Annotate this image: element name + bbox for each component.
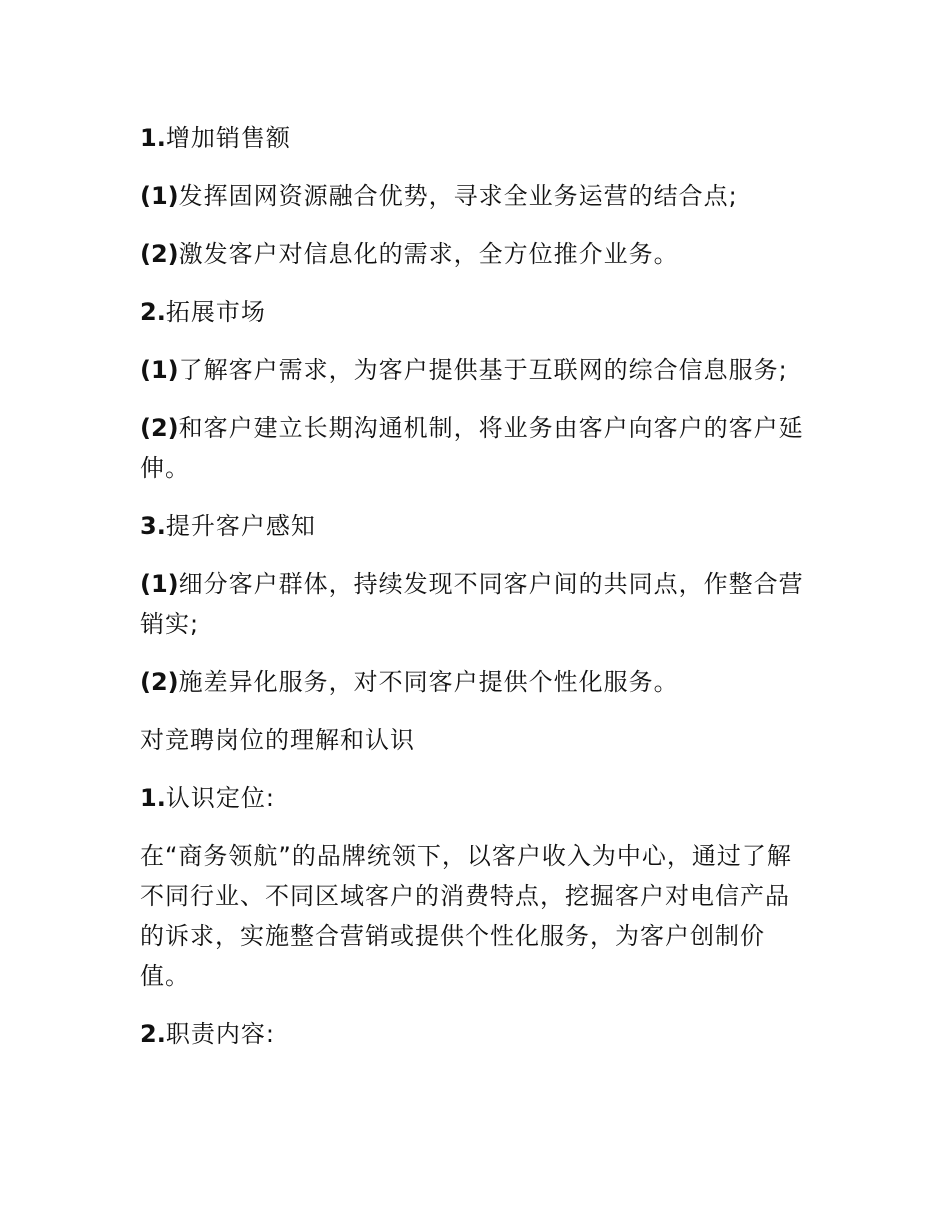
body-paragraph bbox=[140, 836, 810, 996]
list-item bbox=[140, 408, 810, 488]
list-item bbox=[140, 662, 810, 702]
section-title: 拓展市场 bbox=[165, 298, 266, 326]
section-number: 2. bbox=[140, 298, 166, 326]
section-title: 认识定位: bbox=[165, 784, 275, 812]
heading-position-understanding bbox=[140, 720, 810, 760]
section-number: 2. bbox=[140, 1020, 166, 1048]
item-number: (1) bbox=[140, 182, 179, 210]
section-number: 1. bbox=[140, 124, 166, 152]
section-title: 增加销售额 bbox=[165, 124, 291, 152]
list-item bbox=[140, 176, 810, 216]
item-text: 施差异化服务，对不同客户提供个性化服务。 bbox=[178, 668, 679, 696]
list-item bbox=[140, 234, 810, 274]
heading-positioning bbox=[140, 778, 810, 818]
item-number: (1) bbox=[140, 570, 179, 598]
section-title: 对竞聘岗位的理解和认识 bbox=[140, 726, 415, 754]
heading-increase-sales bbox=[140, 118, 810, 158]
heading-customer-perception bbox=[140, 506, 810, 546]
item-number: (2) bbox=[140, 414, 179, 442]
section-title: 职责内容: bbox=[165, 1020, 275, 1048]
section-number: 3. bbox=[140, 512, 166, 540]
item-text: 了解客户需求，为客户提供基于互联网的综合信息服务; bbox=[178, 356, 788, 384]
item-text: 和客户建立长期沟通机制，将业务由客户向客户的客户延伸。 bbox=[140, 414, 804, 482]
item-text: 发挥固网资源融合优势，寻求全业务运营的结合点; bbox=[178, 182, 738, 210]
list-item bbox=[140, 350, 810, 390]
item-number: (1) bbox=[140, 356, 179, 384]
item-number: (2) bbox=[140, 668, 179, 696]
section-title: 提升客户感知 bbox=[165, 512, 316, 540]
paragraph-text: 在“商务领航”的品牌统领下，以客户收入为中心，通过了解不同行业、不同区域客户的消费特点，挖掘客户对电信产品的诉求，实施整合营销或提供个性化服务，为客户创制价值。 bbox=[140, 842, 792, 990]
section-number: 1. bbox=[140, 784, 166, 812]
item-number: (2) bbox=[140, 240, 179, 268]
item-text: 激发客户对信息化的需求，全方位推介业务。 bbox=[178, 240, 679, 268]
heading-duties bbox=[140, 1014, 810, 1054]
heading-expand-market bbox=[140, 292, 810, 332]
item-text: 细分客户群体，持续发现不同客户间的共同点，作整合营销实; bbox=[140, 570, 804, 638]
list-item bbox=[140, 564, 810, 644]
